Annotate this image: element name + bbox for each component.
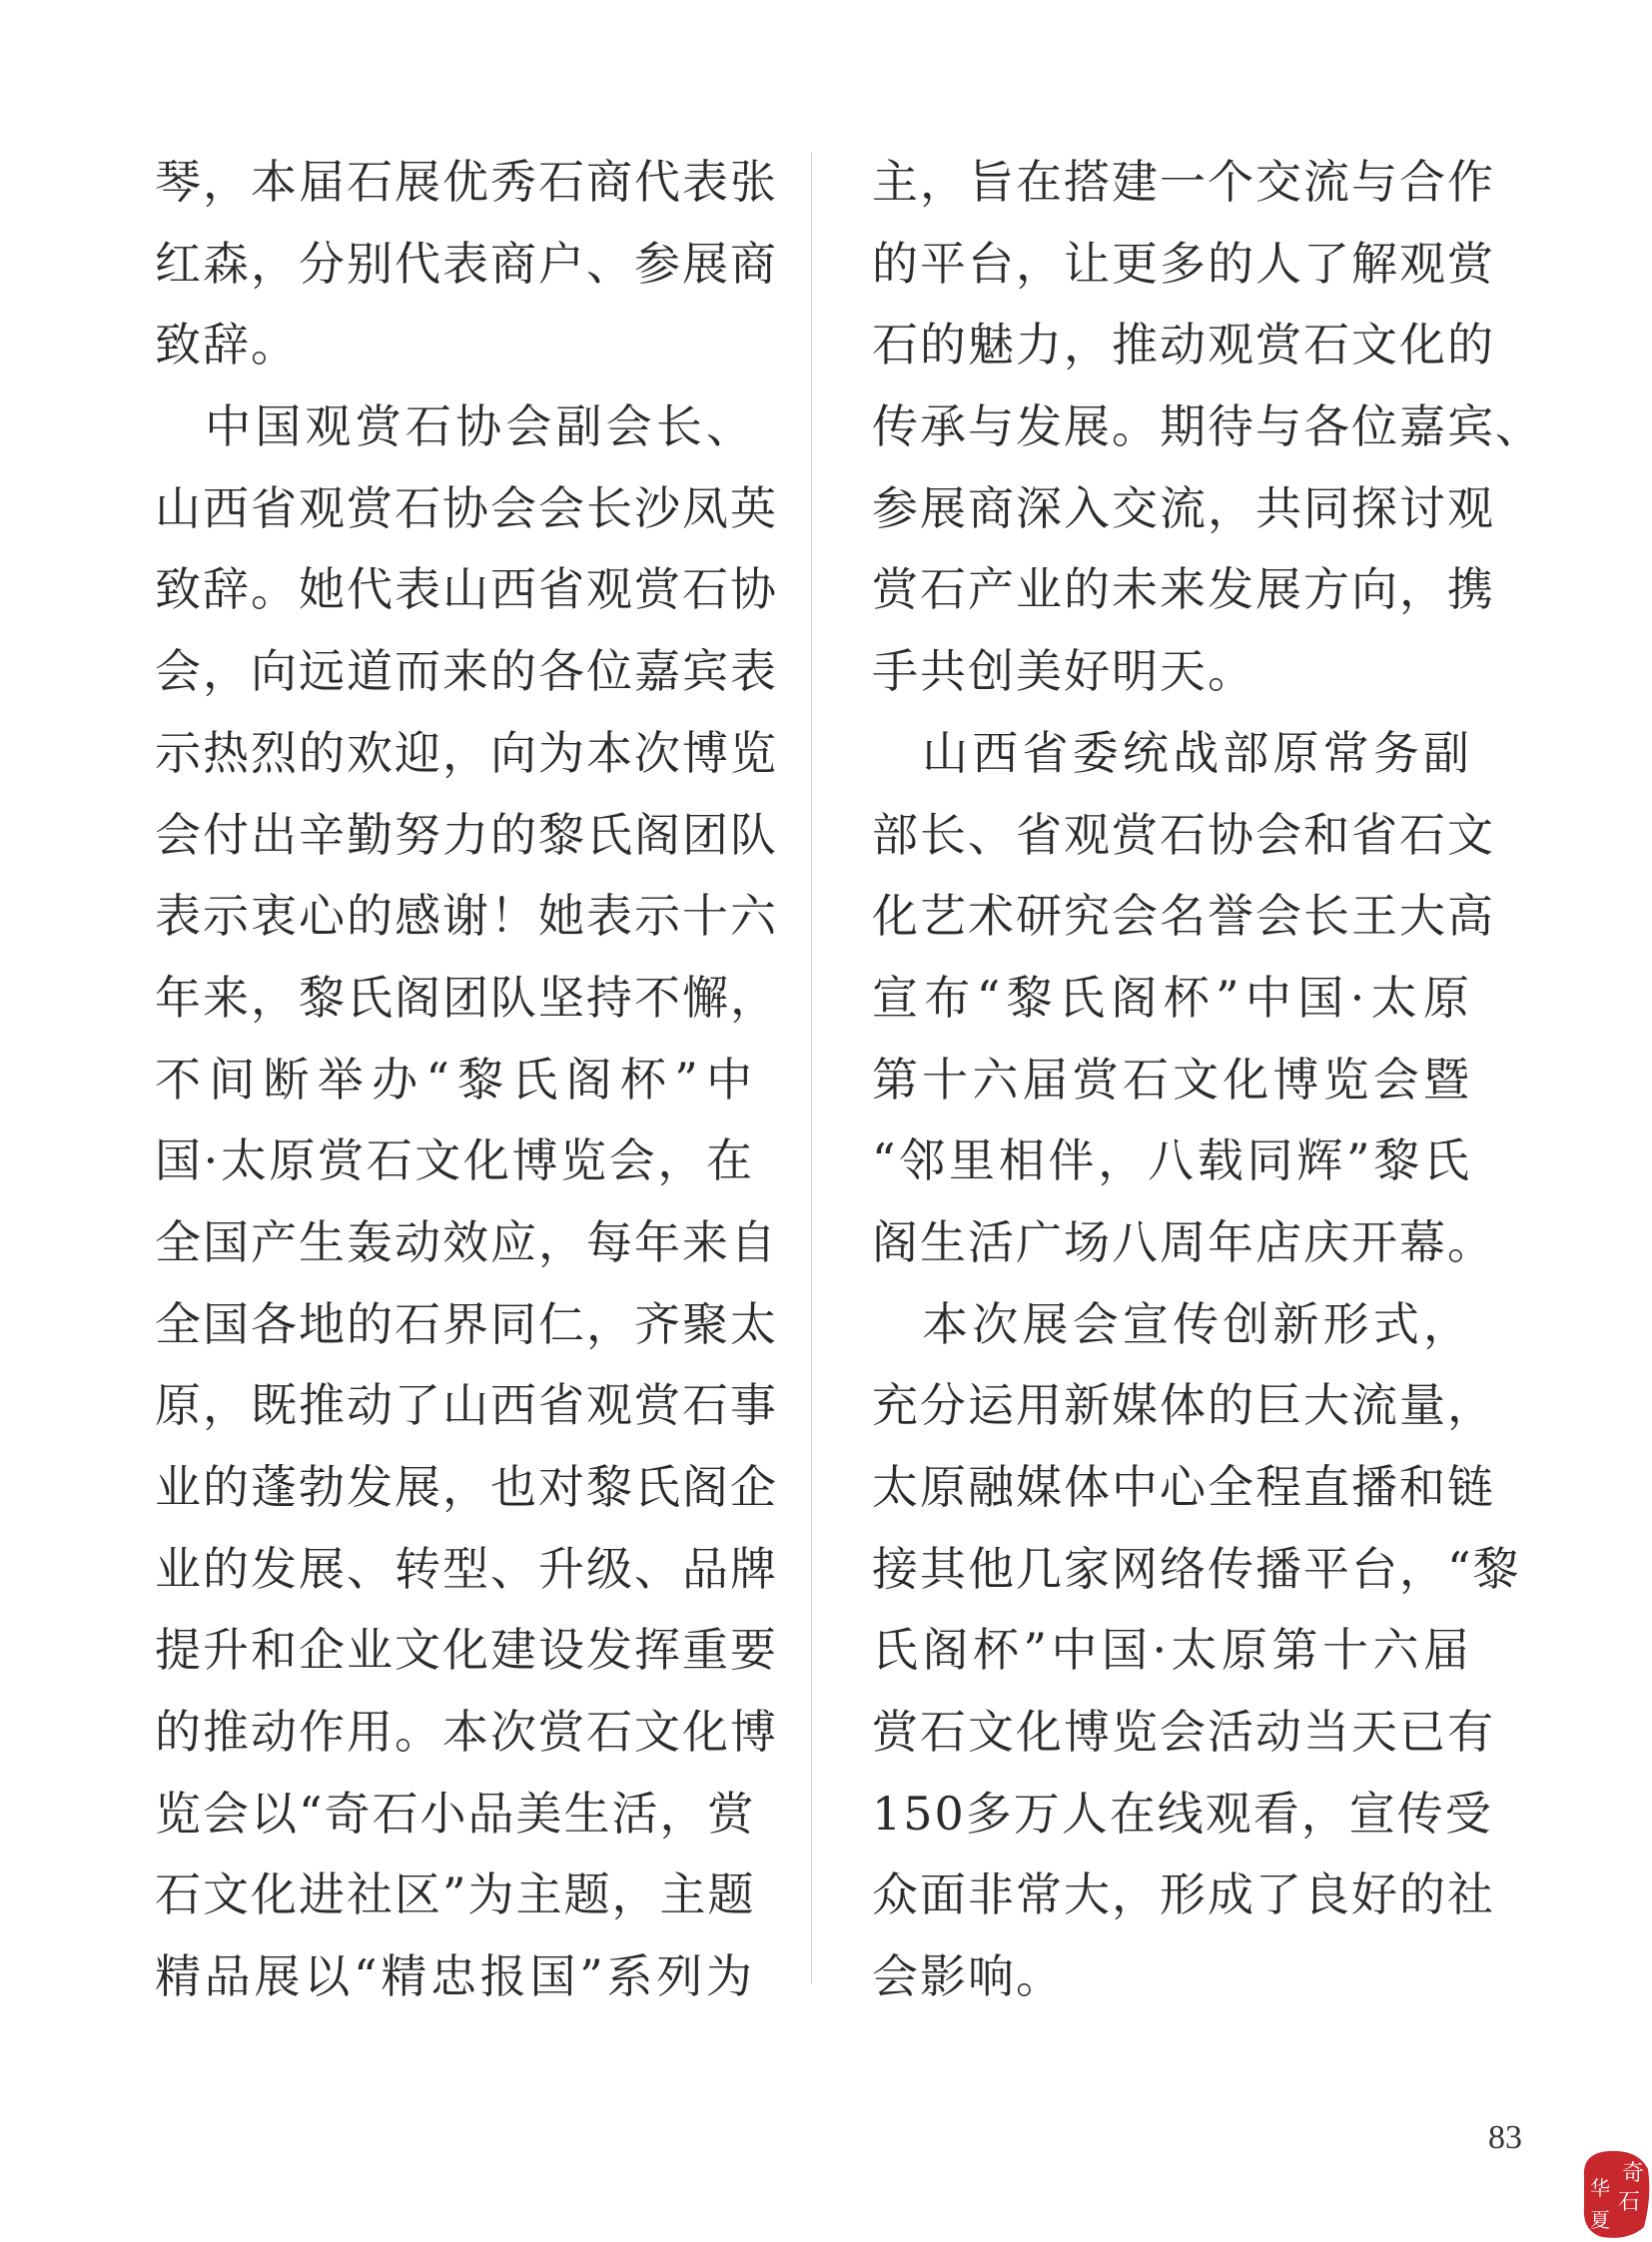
text-line: 氏阁杯”中国·太原第十六届 <box>872 1623 1471 1678</box>
text-line: 主，旨在搭建一个交流与合作 <box>872 155 1495 209</box>
page-number: 83 <box>1488 2119 1522 2156</box>
text-line: 阁生活广场八周年店庆开幕。 <box>872 1214 1495 1269</box>
text-line: 表示衷心的感谢！她表示十六 <box>155 889 778 944</box>
text-line: 参展商深入交流，共同探讨观 <box>872 480 1495 535</box>
text-line: “邻里相伴，八载同辉”黎氏 <box>872 1133 1471 1188</box>
text-line: 会，向远道而来的各位嘉宾表 <box>155 644 778 699</box>
text-line: 示热烈的欢迎，向为本次博览 <box>155 725 778 780</box>
text-line: 会影响。 <box>872 1949 1064 2004</box>
text-line: 山西省观赏石协会会长沙凤英 <box>155 480 778 535</box>
text-line: 部长、省观赏石协会和省石文 <box>872 807 1495 862</box>
text-line: 石文化进社区”为主题，主题 <box>155 1868 756 1922</box>
seal-logo-icon <box>1578 2147 1652 2242</box>
text-line: 150多万人在线观看，宣传受 <box>872 1786 1493 1841</box>
text-line: 石的魅力，推动观赏石文化的 <box>872 318 1495 373</box>
seal-char: 华 <box>1590 2176 1610 2200</box>
seal-char: 奇 <box>1622 2161 1645 2186</box>
text-line: 山西省委统战部原常务副 <box>872 725 1471 780</box>
text-line: 致辞。 <box>155 318 299 373</box>
text-line: 业的发展、转型、升级、品牌 <box>155 1541 778 1596</box>
text-line: 的推动作用。本次赏石文化博 <box>155 1705 778 1760</box>
text-line: 会付出辛勤努力的黎氏阁团队 <box>155 807 778 862</box>
text-line: 的平台，让更多的人了解观赏 <box>872 236 1495 291</box>
text-line: 全国产生轰动效应，每年来自 <box>155 1214 778 1269</box>
text-line: 赏石文化博览会活动当天已有 <box>872 1705 1495 1760</box>
text-line: 不间断举办“黎氏阁杯”中 <box>155 1052 754 1107</box>
text-line: 年来，黎氏阁团队坚持不懈， <box>155 970 778 1025</box>
text-line: 提升和企业文化建设发挥重要 <box>155 1623 778 1678</box>
text-line: 化艺术研究会名誉会长王大高 <box>872 889 1495 944</box>
text-line: 接其他几家网络传播平台，“黎 <box>872 1541 1521 1596</box>
text-line: 全国各地的石界同仁，齐聚太 <box>155 1296 778 1351</box>
text-line: 业的蓬勃发展，也对黎氏阁企 <box>155 1460 778 1514</box>
text-line: 中国观赏石协会副会长、 <box>155 399 754 454</box>
text-line: 宣布“黎氏阁杯”中国·太原 <box>872 970 1471 1025</box>
text-line: 致辞。她代表山西省观赏石协 <box>155 562 778 617</box>
text-line: 琴，本届石展优秀石商代表张 <box>155 155 778 209</box>
text-line: 众面非常大，形成了良好的社 <box>872 1868 1495 1922</box>
text-line: 本次展会宣传创新形式， <box>872 1296 1471 1351</box>
left-column <box>155 142 778 2018</box>
text-line: 精品展以“精忠报国”系列为 <box>155 1949 754 2004</box>
text-line: 原，既推动了山西省观赏石事 <box>155 1378 778 1433</box>
text-line: 太原融媒体中心全程直播和链 <box>872 1460 1495 1514</box>
right-column <box>872 142 1543 2018</box>
text-line: 第十六届赏石文化博览会暨 <box>872 1052 1471 1107</box>
text-line: 红森，分别代表商户、参展商 <box>155 236 778 291</box>
text-line: 手共创美好明天。 <box>872 644 1255 699</box>
text-line: 赏石产业的未来发展方向，携 <box>872 562 1495 617</box>
seal-char: 石 <box>1618 2190 1641 2215</box>
column-divider <box>811 152 812 1983</box>
text-line: 传承与发展。期待与各位嘉宾、 <box>872 399 1543 454</box>
text-line: 充分运用新媒体的巨大流量， <box>872 1378 1495 1433</box>
seal-char: 夏 <box>1590 2208 1610 2232</box>
text-line: 国·太原赏石文化博览会，在 <box>155 1133 754 1188</box>
text-line: 览会以“奇石小品美生活，赏 <box>155 1786 756 1841</box>
